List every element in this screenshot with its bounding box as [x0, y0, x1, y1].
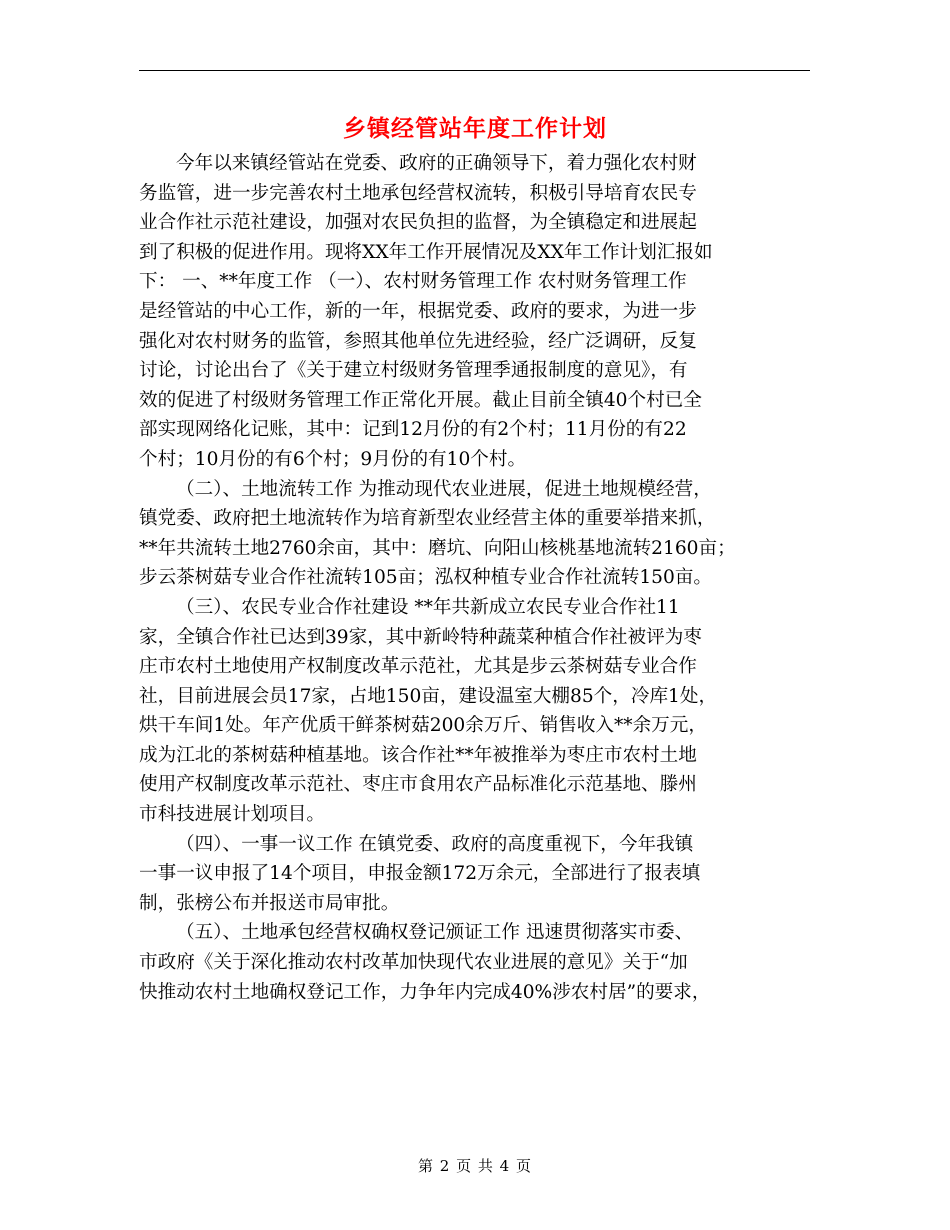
- text-line: 是经管站的中心工作，新的一年，根据党委、政府的要求，为进一步: [139, 300, 697, 322]
- text-line: 务监管，进一步完善农村土地承包经营权流转，积极引导培育农民专: [139, 182, 697, 204]
- text-line: 庄市农村土地使用产权制度改革示范社，尤其是步云茶树菇专业合作: [139, 656, 697, 678]
- text-line: （三）、农民专业合作社建设 **年共新成立农民专业合作社11: [176, 596, 680, 618]
- text-line: 步云茶树菇专业合作社流转105亩；泓权种植专业合作社流转150亩。: [139, 567, 713, 589]
- text-line: 成为江北的茶树菇种植基地。该合作社**年被推举为枣庄市农村土地: [139, 744, 697, 766]
- text-line: 个村；10月份的有6个村；9月份的有10个村。: [139, 448, 527, 470]
- text-line: （五）、土地承包经营权确权登记颁证工作 迅速贯彻落实市委、: [176, 922, 694, 944]
- document-title: 乡镇经管站年度工作计划: [343, 116, 607, 142]
- text-line: 制，张榜公布并报送市局审批。: [139, 892, 400, 914]
- text-line: 强化对农村财务的监管，参照其他单位先进经验，经广泛调研，反复: [139, 330, 697, 352]
- page-number: 第 2 页 共 4 页: [418, 1157, 532, 1175]
- text-line: 家，全镇合作社已达到39家，其中新岭特种蔬菜种植合作社被评为枣: [139, 626, 702, 648]
- text-line: （二）、土地流转工作 为推动现代农业进展，促进土地规模经营，: [176, 478, 712, 500]
- text-line: 下： 一、**年度工作 （一）、农村财务管理工作 农村财务管理工作: [139, 271, 687, 293]
- text-line: （四）、一事一议工作 在镇党委、政府的高度重视下，今年我镇: [176, 833, 694, 855]
- header-rule: [139, 70, 810, 71]
- text-line: 社，目前进展会员17家，占地150亩，建设温室大棚85个，冷库1处，: [139, 685, 718, 707]
- text-line: 市科技进展计划项目。: [139, 804, 325, 826]
- text-line: 到了积极的促进作用。现将XX年工作开展情况及XX年工作计划汇报如: [139, 241, 713, 263]
- text-line: 快推动农村土地确权登记工作，力争年内完成40%涉农村居”的要求，: [139, 981, 711, 1003]
- text-line: 烘干车间1处。年产优质干鲜茶树菇200余万斤、销售收入**余万元，: [139, 715, 707, 737]
- document-body: [139, 149, 811, 1007]
- text-line: 使用产权制度改革示范社、枣庄市食用农产品标准化示范基地、滕州: [139, 774, 697, 796]
- text-line: **年共流转土地2760余亩，其中：磨坑、向阳山核桃基地流转2160亩；: [139, 537, 736, 559]
- text-line: 镇党委、政府把土地流转作为培育新型农业经营主体的重要举措来抓，: [139, 508, 716, 530]
- text-line: 部实现网络化记账，其中：记到12月份的有2个村；11月份的有22: [139, 419, 687, 441]
- text-line: 效的促进了村级财务管理工作正常化开展。截止目前全镇40个村已全: [139, 389, 702, 411]
- text-line: 讨论，讨论出台了《关于建立村级财务管理季通报制度的意见》，有: [139, 360, 688, 382]
- text-line: 业合作社示范社建设，加强对农民负担的监督，为全镇稳定和进展起: [139, 212, 697, 234]
- text-line: 一事一议申报了14个项目，申报金额172万余元，全部进行了报表填: [139, 863, 701, 885]
- text-line: 今年以来镇经管站在党委、政府的正确领导下，着力强化农村财: [176, 153, 697, 174]
- text-line: 市政府《关于深化推动农村改革加快现代农业进展的意见》关于“加: [139, 952, 688, 974]
